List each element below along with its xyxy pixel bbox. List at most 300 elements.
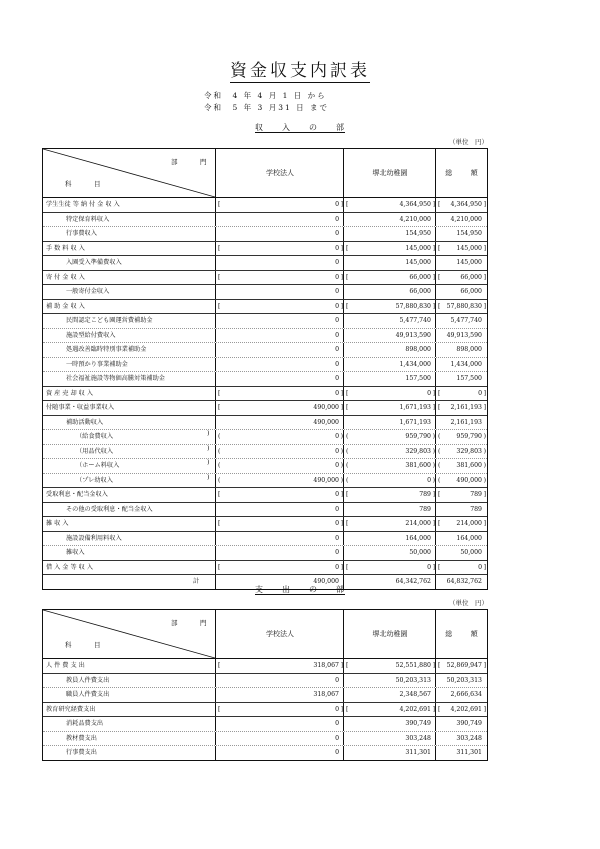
bracket-open: [ (346, 491, 349, 498)
cell-school (215, 198, 343, 212)
bracket-close: ) (432, 433, 435, 440)
row-label: 行事費収入 (66, 230, 97, 237)
bracket-open: ( (346, 447, 349, 455)
cell-value: 157,500 (405, 375, 431, 382)
cell-kindergarten (340, 300, 435, 314)
bracket-open: ( (346, 462, 349, 469)
cell-value: 1,671,193 (399, 404, 431, 411)
period-from: 令和 4 年 4 月 1 日 から (204, 91, 327, 100)
paren-close: ) (207, 473, 210, 481)
bracket-close: ] (340, 662, 343, 669)
table-row (43, 285, 487, 300)
row-label: 借 入 金 等 収 入 (46, 563, 93, 571)
row-label: 入園受入準備費収入 (66, 259, 122, 266)
cell-value: 0 (478, 389, 482, 397)
cell-total (432, 459, 486, 473)
cell-value: 57,880,830 (395, 302, 431, 310)
bracket-open: ( (346, 433, 349, 440)
bracket-open: ( (438, 462, 441, 469)
bracket-close: ] (432, 389, 435, 397)
cell-value: 0 (427, 563, 431, 571)
bracket-close: ] (340, 302, 343, 310)
row-label: （プレ幼収入 (76, 476, 113, 484)
cell-kindergarten (343, 372, 435, 386)
cell-value: 0 (335, 720, 339, 727)
cell-school (215, 343, 343, 357)
cell-value: 0 (335, 433, 339, 440)
bracket-close: ] (340, 563, 343, 571)
cell-value: 789 (419, 491, 431, 498)
cell-total (432, 198, 486, 212)
row-label: 補助活動収入 (66, 418, 104, 426)
bracket-close: ] (483, 389, 486, 397)
cell-kindergarten (340, 703, 435, 717)
cell-value: 0 (427, 476, 431, 484)
bracket-open: [ (438, 273, 441, 281)
bracket-open: [ (218, 244, 221, 252)
cell-value: 2,161,193 (450, 404, 482, 411)
cell-total (435, 746, 486, 760)
cell-value: 490,000 (313, 476, 339, 484)
cell-value: 2,348,567 (399, 691, 431, 698)
bracket-close: ] (432, 705, 435, 713)
cell-value: 311,301 (456, 749, 482, 756)
cell-total (435, 674, 486, 688)
cell-school (215, 401, 343, 415)
cell-school (215, 387, 343, 401)
header-dept: 部 門 (171, 158, 215, 166)
cell-kindergarten (340, 474, 435, 488)
row-label: 教材費支出 (66, 734, 97, 742)
cell-value: 0 (335, 549, 339, 556)
cell-value: 0 (335, 676, 339, 684)
bracket-close: ] (340, 705, 343, 713)
row-label: 一般寄付金収入 (66, 288, 110, 295)
row-label: 雑収入 (66, 549, 85, 556)
bracket-close: ] (340, 201, 343, 208)
cell-value: 214,000 (405, 520, 431, 527)
cell-total (435, 329, 486, 343)
cell-kindergarten (343, 688, 435, 702)
cell-value: 57,880,830 (446, 302, 482, 310)
bracket-open: [ (218, 662, 221, 669)
bracket-close: ) (483, 447, 486, 455)
cell-school (215, 703, 343, 717)
bracket-open: [ (438, 520, 441, 527)
header-col-kindergarten: 堺北幼稚園 (343, 610, 436, 658)
row-label: 手 数 料 収 入 (46, 244, 85, 252)
header-col-kindergarten: 堺北幼稚園 (343, 149, 436, 197)
cell-value: 0 (335, 705, 339, 713)
cell-kindergarten (340, 517, 435, 531)
cell-school (215, 329, 343, 343)
bracket-open: [ (438, 705, 441, 713)
bracket-open: [ (346, 244, 349, 252)
bracket-open: [ (438, 244, 441, 252)
bracket-close: ] (483, 244, 486, 252)
bracket-open: [ (218, 201, 221, 208)
cell-value: 50,203,313 (446, 676, 482, 684)
cell-value: 490,000 (313, 578, 339, 585)
bracket-close: ] (432, 244, 435, 252)
cell-kindergarten (343, 532, 435, 546)
cell-value: 789 (419, 505, 431, 513)
cell-school (215, 561, 343, 575)
bracket-open: [ (218, 520, 221, 527)
table-row (43, 688, 487, 703)
paren-close: ) (207, 459, 210, 466)
cell-kindergarten (343, 546, 435, 560)
cell-value: 0 (335, 749, 339, 756)
cell-kindergarten (340, 387, 435, 401)
cell-school (215, 285, 343, 299)
bracket-open: [ (346, 404, 349, 411)
cell-total (435, 416, 486, 430)
cell-value: 0 (335, 563, 339, 571)
cell-kindergarten (343, 285, 435, 299)
income-section-title: 収 入 の 部 (255, 123, 345, 132)
bracket-close: ] (483, 520, 486, 527)
cell-value: 303,248 (405, 734, 431, 742)
cell-kindergarten (340, 659, 435, 673)
expense-unit: （単位 円） (449, 599, 488, 607)
cell-value: 0 (335, 389, 339, 397)
cell-kindergarten (343, 717, 435, 731)
bracket-close: ] (432, 563, 435, 571)
cell-kindergarten (343, 343, 435, 357)
table-row (43, 329, 487, 344)
cell-total (435, 688, 486, 702)
cell-kindergarten (340, 488, 435, 502)
cell-value: 64,342,762 (395, 578, 431, 585)
header-col-total-b: 額 (470, 630, 478, 638)
cell-value: 50,000 (409, 549, 431, 556)
cell-school (215, 659, 343, 673)
header-dept: 部 門 (171, 619, 215, 627)
bracket-open: ( (438, 447, 441, 455)
cell-total (432, 659, 486, 673)
bracket-open: [ (346, 662, 349, 669)
row-label: その他の受取利息・配当金収入 (66, 505, 153, 513)
cell-total (435, 213, 486, 227)
bracket-close: ) (432, 476, 435, 484)
cell-value: 2,161,193 (450, 418, 482, 426)
cell-kindergarten (343, 674, 435, 688)
cell-total (435, 227, 486, 241)
cell-value: 789 (470, 491, 482, 498)
cell-value: 959,790 (405, 433, 431, 440)
table-row (43, 445, 487, 460)
cell-school (215, 688, 343, 702)
cell-value: 164,000 (405, 534, 431, 542)
bracket-open: [ (218, 302, 221, 310)
cell-school (215, 517, 343, 531)
cell-value: 145,000 (405, 244, 431, 252)
cell-value: 0 (427, 389, 431, 397)
cell-kindergarten (340, 271, 435, 285)
row-label: 補 助 金 収 入 (46, 302, 85, 310)
row-label: 雑 収 入 (46, 520, 69, 527)
cell-value: 0 (335, 375, 339, 382)
cell-school (215, 358, 343, 372)
row-label: 資 産 売 却 収 入 (46, 389, 93, 397)
cell-value: 157,500 (456, 375, 482, 382)
row-label: 人 件 費 支 出 (46, 662, 85, 669)
paren-close: ) (207, 430, 210, 437)
cell-value: 0 (335, 230, 339, 237)
cell-school (215, 674, 343, 688)
bracket-open: [ (438, 563, 441, 571)
cell-value: 4,210,000 (450, 215, 482, 223)
bracket-close: ) (340, 476, 343, 484)
cell-value: 381,600 (456, 462, 482, 469)
row-label: 付随事業・収益事業収入 (46, 404, 115, 411)
period-to: 令和 5 年 3 月31 日 まで (204, 103, 330, 112)
cell-kindergarten (340, 561, 435, 575)
row-label: 特定保育料収入 (66, 215, 110, 223)
cell-total (435, 546, 486, 560)
bracket-open: ( (438, 476, 441, 484)
table-row (43, 213, 487, 228)
table-row (43, 227, 487, 242)
cell-value: 1,671,193 (399, 418, 431, 426)
header-col-total (435, 610, 487, 658)
cell-value: 5,477,740 (399, 317, 431, 324)
cell-school (215, 746, 343, 760)
bracket-open: [ (346, 705, 349, 713)
row-label: 受取利息・配当金収入 (46, 491, 108, 498)
bracket-open: ( (218, 476, 221, 484)
row-label: 職員人件費支出 (66, 691, 110, 698)
cell-value: 50,203,313 (395, 676, 431, 684)
cell-value: 4,210,000 (399, 215, 431, 223)
cell-value: 0 (335, 534, 339, 542)
table-row (43, 372, 487, 387)
bracket-close: ) (340, 447, 343, 455)
cell-total (432, 488, 486, 502)
cell-school (215, 314, 343, 328)
bracket-close: ] (340, 389, 343, 397)
row-label: 社会福祉施設等物価高騰対策補助金 (66, 375, 165, 382)
cell-value: 0 (335, 462, 339, 469)
cell-school (215, 416, 343, 430)
expense-section-title: 支 出 の 部 (255, 585, 345, 594)
cell-value: 2,666,634 (450, 691, 482, 698)
row-label: 処遇改善臨時特別事業補助金 (66, 346, 147, 353)
cell-value: 0 (335, 302, 339, 310)
header-col-total-a: 総 (445, 169, 453, 177)
row-label: 教育研究経費支出 (46, 705, 96, 713)
cell-total (432, 401, 486, 415)
row-label: （給食費収入 (76, 433, 114, 440)
bracket-close: ] (483, 302, 486, 310)
cell-value: 49,913,590 (446, 331, 482, 339)
cell-kindergarten (343, 256, 435, 270)
cell-school (215, 242, 343, 256)
bracket-close: ) (483, 476, 486, 484)
cell-total (435, 343, 486, 357)
cell-value: 154,950 (456, 230, 482, 237)
cell-school (215, 213, 343, 227)
cell-value: 4,202,691 (450, 705, 482, 713)
cell-value: 66,000 (460, 273, 482, 281)
cell-kindergarten (343, 213, 435, 227)
cell-total (432, 561, 486, 575)
cell-total (432, 387, 486, 401)
cell-value: 390,749 (405, 720, 431, 727)
cell-value: 50,000 (460, 549, 482, 556)
table-row (43, 488, 487, 503)
row-label: 一時預かり事業補助金 (66, 360, 128, 368)
bracket-open: [ (346, 563, 349, 571)
cell-kindergarten (343, 732, 435, 746)
income-table (42, 148, 488, 590)
bracket-close: ] (483, 563, 486, 571)
bracket-open: [ (346, 520, 349, 527)
bracket-open: ( (346, 476, 349, 484)
bracket-close: ] (432, 520, 435, 527)
cell-value: 0 (335, 201, 339, 208)
cell-value: 0 (335, 331, 339, 339)
cell-value: 303,248 (456, 734, 482, 742)
cell-total (435, 732, 486, 746)
cell-value: 898,000 (405, 346, 431, 353)
cell-value: 52,551,880 (395, 662, 431, 669)
cell-total (432, 445, 486, 459)
bracket-close: ] (483, 705, 486, 713)
cell-total (435, 717, 486, 731)
table-row (43, 271, 487, 286)
cell-value: 490,000 (456, 476, 482, 484)
bracket-open: [ (438, 662, 441, 669)
cell-total (435, 256, 486, 270)
cell-value: 66,000 (409, 288, 431, 295)
cell-school (215, 532, 343, 546)
cell-value: 789 (470, 505, 482, 513)
cell-value: 214,000 (456, 520, 482, 527)
bracket-close: ] (432, 302, 435, 310)
table-row (43, 387, 487, 402)
row-label: 行事費支出 (66, 749, 97, 756)
cell-value: 329,803 (405, 447, 431, 455)
bracket-open: [ (346, 389, 349, 397)
cell-kindergarten (340, 445, 435, 459)
cell-school (215, 271, 343, 285)
cell-total (435, 372, 486, 386)
cell-value: 0 (335, 288, 339, 295)
table-row (43, 430, 487, 445)
cell-school (215, 546, 343, 560)
cell-value: 49,913,590 (395, 331, 431, 339)
cell-school (215, 732, 343, 746)
bracket-close: ] (340, 491, 343, 498)
cell-value: 4,202,691 (399, 705, 431, 713)
cell-school (215, 717, 343, 731)
bracket-open: [ (218, 273, 221, 281)
cell-total (435, 532, 486, 546)
bracket-close: ) (432, 462, 435, 469)
cell-total (432, 300, 486, 314)
bracket-close: ] (483, 273, 486, 281)
bracket-close: ] (483, 404, 486, 411)
cell-total (432, 242, 486, 256)
cell-value: 490,000 (313, 418, 339, 426)
cell-school (215, 300, 343, 314)
cell-kindergarten (343, 227, 435, 241)
table-row (43, 659, 487, 674)
bracket-open: [ (438, 404, 441, 411)
table-row (43, 717, 487, 732)
cell-value: 0 (335, 259, 339, 266)
cell-value: 164,000 (456, 534, 482, 542)
cell-value: 0 (335, 244, 339, 252)
cell-kindergarten (343, 314, 435, 328)
cell-total (435, 285, 486, 299)
table-row (43, 732, 487, 747)
bracket-close: ) (483, 433, 486, 440)
cell-value: 4,364,950 (399, 201, 431, 208)
cell-total (432, 271, 486, 285)
row-label: 民間認定こども園運営費補助金 (66, 317, 153, 324)
bracket-open: ( (438, 433, 441, 440)
cell-total (435, 503, 486, 517)
cell-school (215, 430, 343, 444)
cell-total (432, 517, 486, 531)
bracket-open: ( (218, 433, 221, 440)
bracket-open: ( (218, 447, 221, 455)
cell-value: 0 (335, 273, 339, 281)
cell-value: 145,000 (456, 259, 482, 266)
bracket-open: [ (346, 201, 349, 208)
bracket-close: ] (483, 201, 486, 208)
row-label: （用品代収入 (76, 447, 114, 455)
table-row (43, 532, 487, 547)
table-header (43, 610, 487, 659)
cell-value: 898,000 (456, 346, 482, 353)
cell-value: 1,434,000 (450, 360, 482, 368)
header-subject: 科 目 (65, 180, 109, 188)
cell-value: 0 (335, 346, 339, 353)
cell-school (215, 372, 343, 386)
cell-value: 0 (335, 734, 339, 742)
bracket-close: ) (483, 462, 486, 469)
table-row (43, 674, 487, 689)
cell-value: 5,477,740 (450, 317, 482, 324)
table-row (43, 343, 487, 358)
cell-kindergarten (340, 401, 435, 415)
cell-kindergarten (343, 503, 435, 517)
cell-kindergarten (340, 430, 435, 444)
row-label: 学生生徒 等 納 付 金 収 入 (46, 201, 120, 208)
bracket-open: [ (346, 302, 349, 310)
cell-value: 145,000 (456, 244, 482, 252)
cell-value: 1,434,000 (399, 360, 431, 368)
cell-total (432, 474, 486, 488)
bracket-open: [ (218, 389, 221, 397)
cell-value: 490,000 (313, 404, 339, 411)
bracket-close: ] (432, 662, 435, 669)
table-row (43, 416, 487, 431)
bracket-open: [ (218, 563, 221, 571)
table-row (43, 314, 487, 329)
bracket-close: ] (432, 201, 435, 208)
cell-value: 0 (335, 520, 339, 527)
header-col-school: 学校法人 (215, 149, 344, 197)
header-subject: 科 目 (65, 641, 109, 649)
bracket-close: ] (432, 491, 435, 498)
cell-school (215, 227, 343, 241)
cell-total (435, 314, 486, 328)
